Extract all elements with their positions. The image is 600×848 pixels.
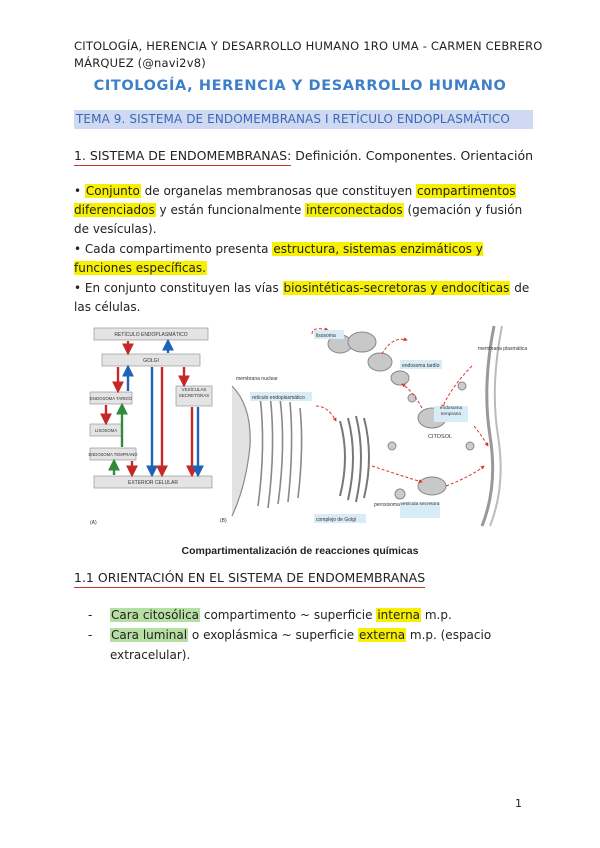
body-text: m.p. — [421, 608, 452, 622]
list-dash: - — [88, 628, 93, 642]
peroxisome-shape — [395, 489, 405, 499]
body-text: de las células. — [74, 281, 530, 314]
section-1-1-heading — [74, 569, 425, 587]
vesicle-shape — [458, 382, 466, 390]
endomembrane-pathway-diagram — [88, 326, 228, 526]
lysosome-label: LISOSOMA — [94, 428, 118, 433]
secretory-vesicle-shape — [418, 477, 446, 495]
body-text: o exoplásmica ~ superficie — [188, 628, 359, 642]
late-endosome-shape — [368, 353, 392, 371]
golgi-stack — [340, 416, 369, 502]
highlight-text: interna — [377, 608, 421, 622]
nuclear-membrane-text: membrana nuclear — [236, 376, 278, 382]
plasma-membrane-text: membrana plasmática — [478, 346, 528, 352]
early-endosome-label: ENDOSOMA TEMPRANO — [88, 452, 138, 457]
panel-a-label: (A) — [90, 520, 97, 526]
secretory-vesicle-text: vesícula secretora — [400, 502, 440, 507]
body-text: (gemación y fusión de vesículas). — [74, 203, 523, 236]
vesicle-shape — [391, 371, 409, 385]
body-text: y están funcionalmente — [155, 203, 306, 217]
vesicle-shape — [466, 442, 474, 450]
body-text: de organelas membranosas que constituyen — [140, 184, 416, 198]
secretory-vesicles-label: VESÍCULAS SECRETORAS — [178, 387, 210, 398]
early-endosome-text: endosoma temprano — [439, 406, 463, 417]
nucleus — [232, 386, 250, 516]
body-text: En conjunto constituyen las vías — [84, 281, 283, 295]
body-text: m.p. (espacio extracelular). — [110, 628, 492, 662]
highlight-text: interconectados — [306, 203, 403, 217]
golgi-label: GOLGI — [143, 358, 159, 364]
cell-endomembrane-illustration — [220, 326, 528, 526]
topic-heading: TEMA 9. SISTEMA DE ENDOMEMBRANAS I RETÍCULO ENDOPLASMÁTICO — [74, 110, 533, 129]
bullet-paragraph-1 — [74, 182, 536, 239]
section-1-heading-main: 1. SISTEMA DE ENDOMEMBRANAS: — [74, 148, 291, 166]
er-cisternae — [258, 394, 302, 508]
bullet-paragraph-2 — [74, 240, 536, 278]
list-dash: - — [88, 608, 93, 622]
document-title: CITOLOGÍA, HERENCIA Y DESARROLLO HUMANO — [93, 78, 507, 94]
vesicle-shape — [408, 394, 416, 402]
peroxisome-text: peroxisoma — [374, 502, 400, 508]
section-1-heading-rest: Definición. Componentes. Orientación — [291, 148, 534, 163]
lysosome-shape — [348, 332, 376, 352]
vesicle-shape — [388, 442, 396, 450]
bullet-paragraph-3 — [74, 279, 536, 317]
running-header: CITOLOGÍA, HERENCIA Y DESARROLLO HUMANO 1RO UMA - CARMEN CEBRERO MÁRQUEZ (@navi2v8) — [74, 39, 543, 70]
figure-caption: Compartimentalización de reacciones químicas — [181, 545, 419, 557]
list-item — [88, 625, 528, 665]
late-endosome-text: endosoma tardío — [402, 363, 440, 369]
er-text: retículo endoplasmático — [252, 395, 305, 401]
highlight-text: Conjunto — [85, 184, 140, 198]
highlight-text: estructura, sistemas enzimáticos y funciones específicas. — [74, 242, 483, 275]
body-text: Cada compartimento presenta — [84, 242, 273, 256]
late-endosome-label: ENDOSOMA TARDÍO — [90, 396, 132, 401]
bullet-mark: • — [74, 184, 85, 198]
bullet-mark: • — [74, 281, 85, 295]
orientation-list — [88, 605, 528, 665]
section-1-heading — [74, 147, 533, 165]
lysosome-text: lisosoma — [316, 333, 336, 339]
highlight-text: Cara luminal — [111, 628, 188, 642]
plasma-membrane — [482, 326, 494, 526]
golgi-complex-text: complejo de Golgi — [316, 517, 357, 523]
cytosol-text: CITOSOL — [428, 434, 453, 440]
section-1-1-heading-text: 1.1 ORIENTACIÓN EN EL SISTEMA DE ENDOMEMBRANAS — [74, 570, 425, 588]
bullet-mark: • — [74, 242, 85, 256]
list-item — [88, 605, 528, 625]
highlight-text: compartimentos diferenciados — [74, 184, 516, 217]
panel-b-label: (B) — [220, 518, 227, 524]
highlight-text: Cara citosólica — [111, 608, 200, 622]
page-number: 1 — [515, 797, 522, 810]
exterior-label: EXTERIOR CELULAR — [127, 480, 179, 486]
er-label: RETÍCULO ENDOPLASMÁTICO — [114, 332, 188, 338]
highlight-text: biosintéticas-secretoras y endocíticas — [283, 281, 510, 295]
body-text: compartimento ~ superficie — [200, 608, 377, 622]
highlight-text: externa — [359, 628, 406, 642]
